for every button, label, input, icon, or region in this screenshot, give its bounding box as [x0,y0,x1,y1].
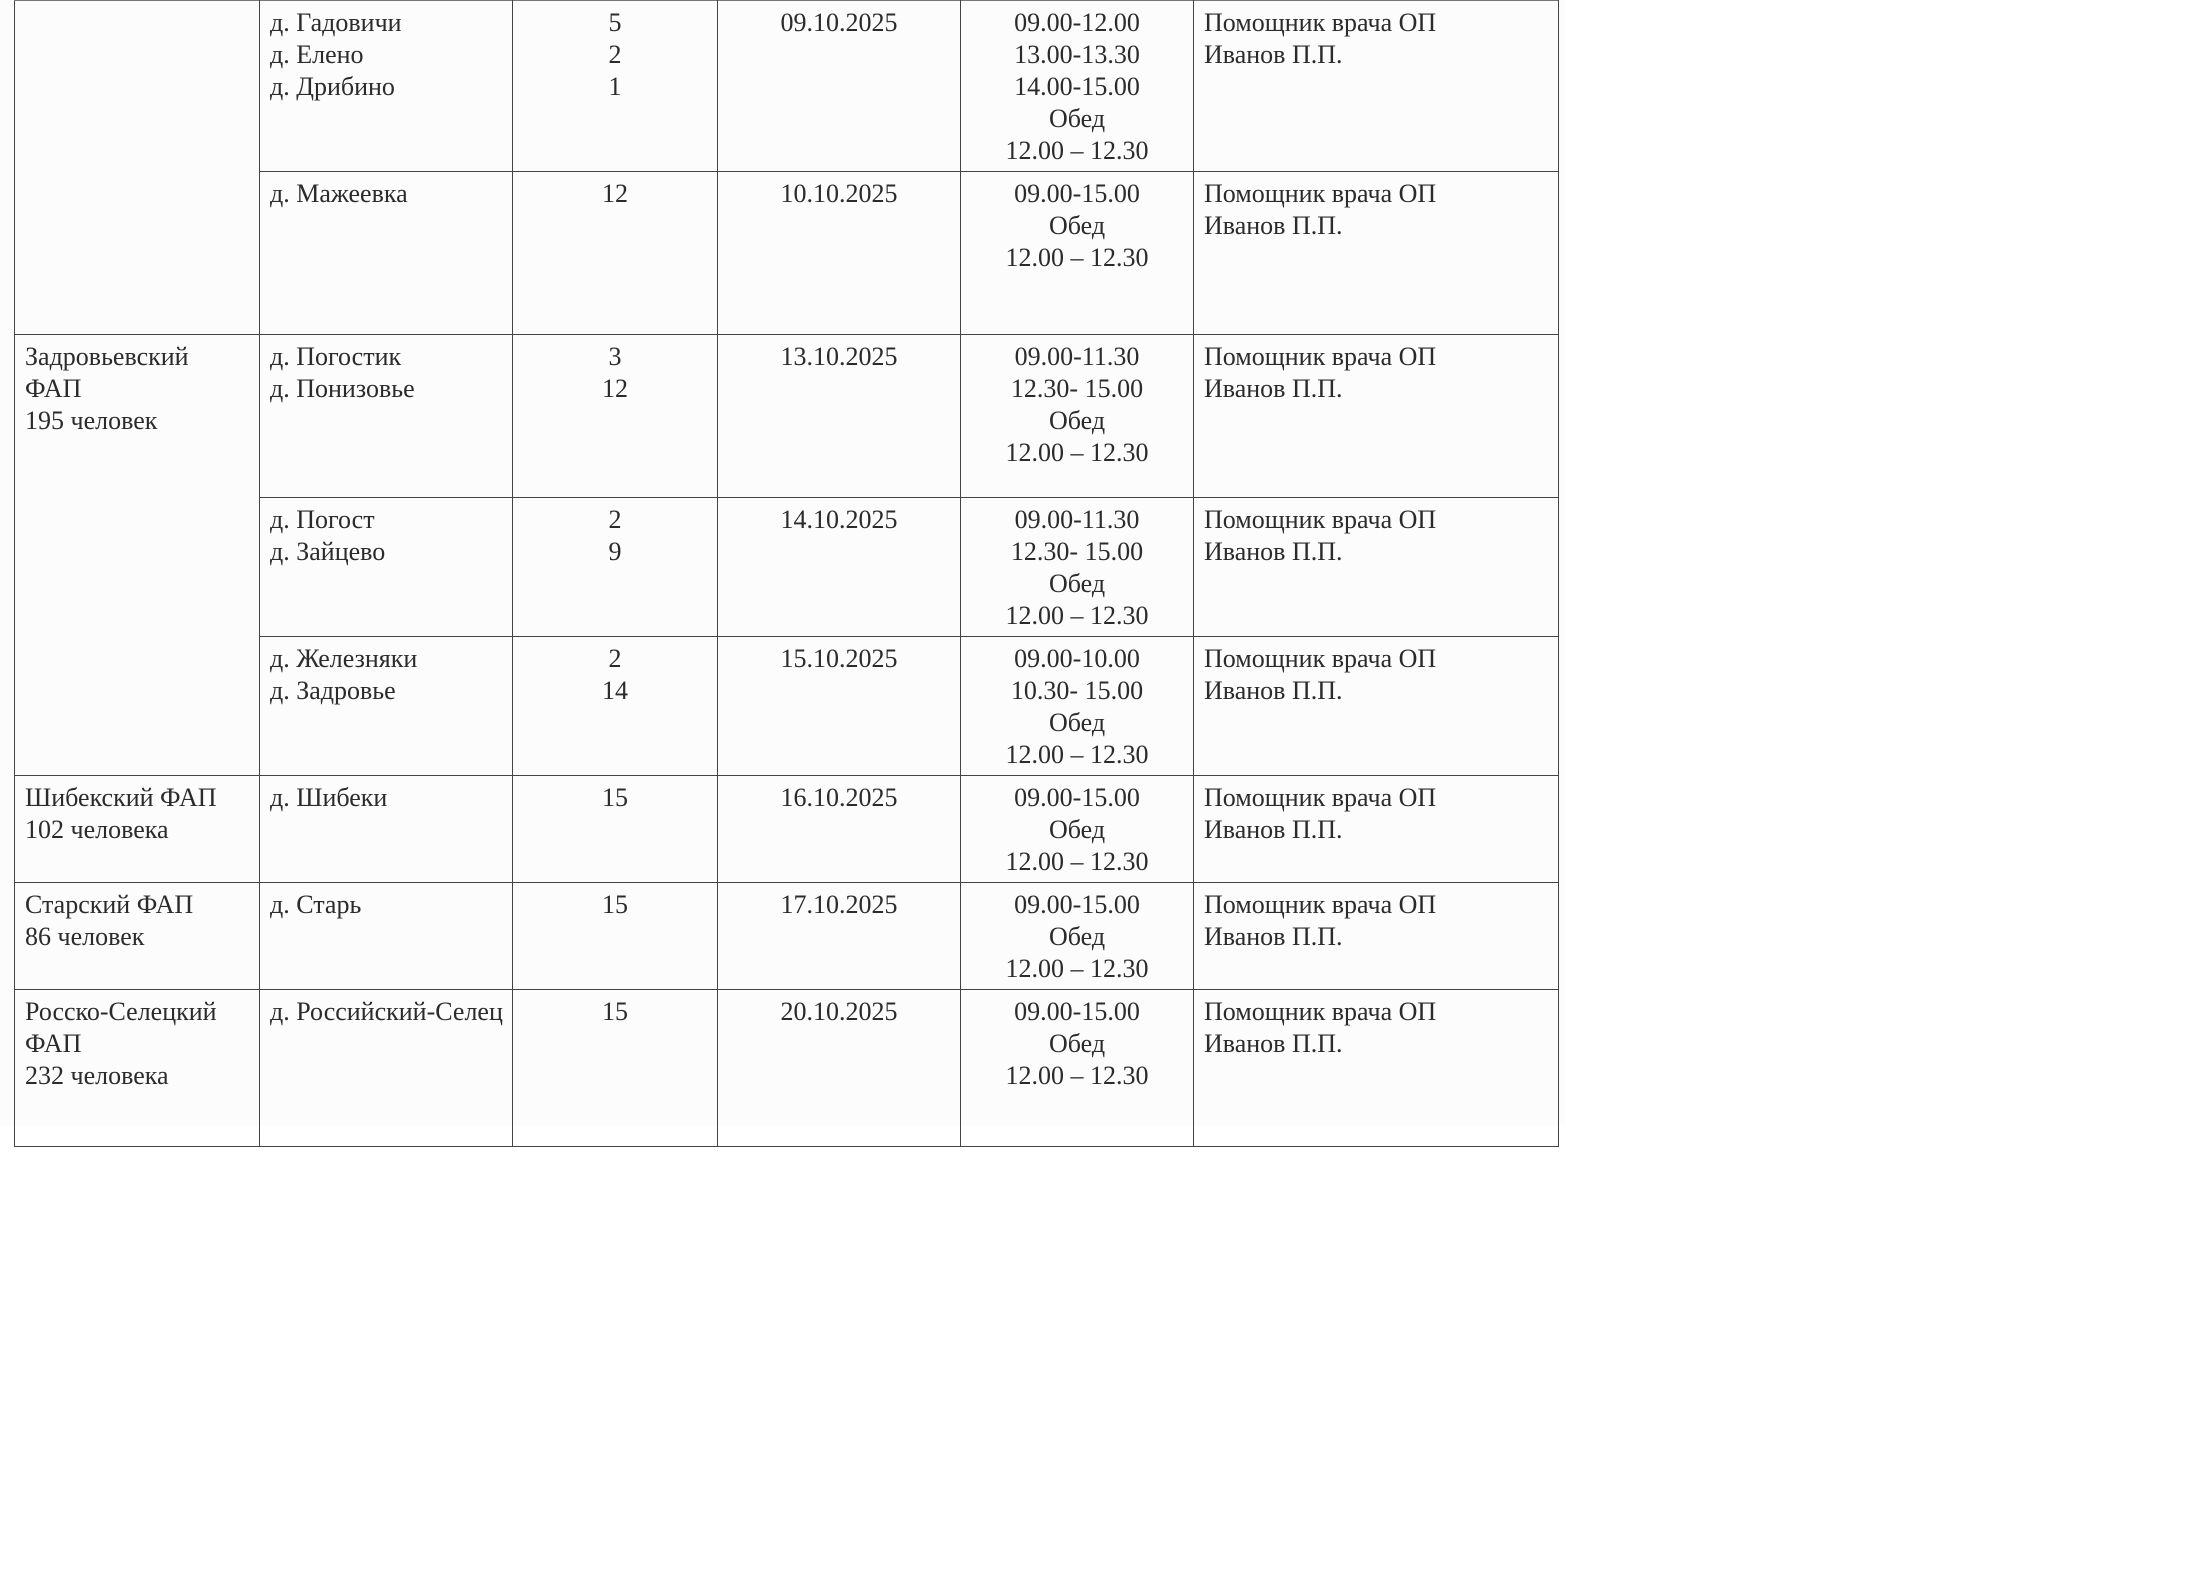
count-value: 3 [608,342,622,371]
count-cell [513,335,718,498]
time-line: Обед [1048,1029,1106,1058]
date-value: 16.10.2025 [780,783,898,812]
time-cell [961,498,1194,637]
date-cell [718,498,961,637]
count-value: 15 [602,997,628,1026]
time-line: 09.00-12.00 [1014,8,1140,37]
date-value: 10.10.2025 [780,179,898,208]
responsible-line: Иванов П.П. [1204,1029,1343,1058]
time-line: 12.00 – 12.30 [1005,243,1149,272]
village-name: д. Железняки [270,644,418,673]
schedule-table [14,0,1559,1147]
responsible-line: Иванов П.П. [1204,676,1343,705]
village-name: д. Елено [270,40,364,69]
time-line: 12.00 – 12.30 [1005,438,1149,467]
village-name: д. Дрибино [270,72,395,101]
time-cell [961,883,1194,990]
date-cell [718,776,961,883]
date-value: 14.10.2025 [780,505,898,534]
count-value: 2 [608,644,622,673]
village-name: д. Старь [270,890,362,919]
village-name: д. Гадовичи [270,8,402,37]
count-cell [513,990,718,1147]
time-line: Обед [1048,406,1106,435]
responsible-line: Иванов П.П. [1204,40,1343,69]
village-cell [260,335,513,498]
village-cell [260,172,513,335]
village-name: д. Задровье [270,676,396,705]
village-cell [260,883,513,990]
responsible-cell [1194,776,1559,883]
responsible-line: Помощник врача ОП [1204,505,1437,534]
time-line: 09.00-11.30 [1014,342,1140,371]
time-line: Обед [1048,708,1106,737]
count-value: 9 [608,537,622,566]
time-line: 09.00-15.00 [1014,890,1140,919]
time-line: 12.30- 15.00 [1010,537,1144,566]
time-line: 09.00-15.00 [1014,783,1140,812]
village-name: д. Понизовье [270,374,415,403]
responsible-cell [1194,637,1559,776]
date-value: 13.10.2025 [780,342,898,371]
table-row [15,990,1559,1147]
time-cell [961,172,1194,335]
time-line: 09.00-10.00 [1014,644,1140,673]
responsible-line: Помощник врача ОП [1204,783,1437,812]
fap-cell [15,1,260,335]
village-name: д. Погост [270,505,375,534]
time-cell [961,776,1194,883]
date-cell [718,637,961,776]
time-line: Обед [1048,211,1106,240]
fap-line: 86 человек [25,922,145,951]
time-cell [961,990,1194,1147]
fap-line: Шибекский ФАП [25,783,217,812]
count-value: 5 [608,8,622,37]
fap-line: 195 человек [25,406,158,435]
responsible-cell [1194,335,1559,498]
time-line: 09.00-15.00 [1014,179,1140,208]
responsible-line: Помощник врача ОП [1204,179,1437,208]
count-value: 14 [602,676,628,705]
fap-line: 102 человека [25,815,169,844]
time-cell [961,335,1194,498]
count-cell [513,172,718,335]
responsible-cell [1194,498,1559,637]
time-line: Обед [1048,815,1106,844]
responsible-line: Иванов П.П. [1204,374,1343,403]
fap-cell [15,990,260,1147]
village-cell [260,637,513,776]
time-cell [961,1,1194,172]
time-line: 10.30- 15.00 [1010,676,1144,705]
table-row [15,883,1559,990]
village-cell [260,990,513,1147]
time-line: 12.00 – 12.30 [1005,136,1149,165]
date-cell [718,990,961,1147]
count-value: 12 [602,374,628,403]
fap-line: ФАП [25,374,82,403]
count-value: 12 [602,179,628,208]
schedule-table-body [15,1,1559,1147]
responsible-line: Помощник врача ОП [1204,8,1437,37]
village-name: д. Шибеки [270,783,388,812]
time-line: 12.30- 15.00 [1010,374,1144,403]
count-value: 2 [608,505,622,534]
fap-line: Задровьевский [25,342,189,371]
responsible-line: Иванов П.П. [1204,815,1343,844]
date-value: 17.10.2025 [780,890,898,919]
time-line: 12.00 – 12.30 [1005,954,1149,983]
time-line: 09.00-11.30 [1014,505,1140,534]
responsible-line: Помощник врача ОП [1204,890,1437,919]
responsible-cell [1194,172,1559,335]
time-line: 09.00-15.00 [1014,997,1140,1026]
count-value: 15 [602,890,628,919]
responsible-line: Иванов П.П. [1204,922,1343,951]
count-cell [513,776,718,883]
time-line: 12.00 – 12.30 [1005,740,1149,769]
count-value: 2 [608,40,622,69]
fap-line: 232 человека [25,1061,169,1090]
village-name: д. Зайцево [270,537,386,566]
time-line: 12.00 – 12.30 [1005,601,1149,630]
count-cell [513,883,718,990]
responsible-cell [1194,883,1559,990]
village-cell [260,498,513,637]
fap-line: Старский ФАП [25,890,194,919]
village-cell [260,1,513,172]
count-value: 15 [602,783,628,812]
responsible-line: Иванов П.П. [1204,537,1343,566]
date-cell [718,1,961,172]
fap-line: ФАП [25,1029,82,1058]
village-name: д. Мажеевка [270,179,408,208]
table-row [15,335,1559,498]
time-line: 12.00 – 12.30 [1005,1061,1149,1090]
fap-cell [15,335,260,776]
time-line: 13.00-13.30 [1014,40,1140,69]
responsible-cell [1194,1,1559,172]
date-cell [718,335,961,498]
time-line: 14.00-15.00 [1014,72,1140,101]
fap-cell [15,883,260,990]
responsible-line: Помощник врача ОП [1204,997,1437,1026]
count-cell [513,1,718,172]
time-cell [961,637,1194,776]
date-cell [718,883,961,990]
time-line: Обед [1048,104,1106,133]
count-value: 1 [608,72,622,101]
table-row [15,1,1559,172]
responsible-line: Помощник врача ОП [1204,342,1437,371]
village-cell [260,776,513,883]
time-line: 12.00 – 12.30 [1005,847,1149,876]
fap-cell [15,776,260,883]
village-name: д. Российский-Селец [270,997,503,1026]
table-row [15,776,1559,883]
date-value: 15.10.2025 [780,644,898,673]
fap-line: Росско-Селецкий [25,997,217,1026]
time-line: Обед [1048,569,1106,598]
count-cell [513,637,718,776]
count-cell [513,498,718,637]
village-name: д. Погостик [270,342,402,371]
date-cell [718,172,961,335]
responsible-line: Помощник врача ОП [1204,644,1437,673]
date-value: 20.10.2025 [780,997,898,1026]
responsible-cell [1194,990,1559,1147]
date-value: 09.10.2025 [780,8,898,37]
responsible-line: Иванов П.П. [1204,211,1343,240]
time-line: Обед [1048,922,1106,951]
